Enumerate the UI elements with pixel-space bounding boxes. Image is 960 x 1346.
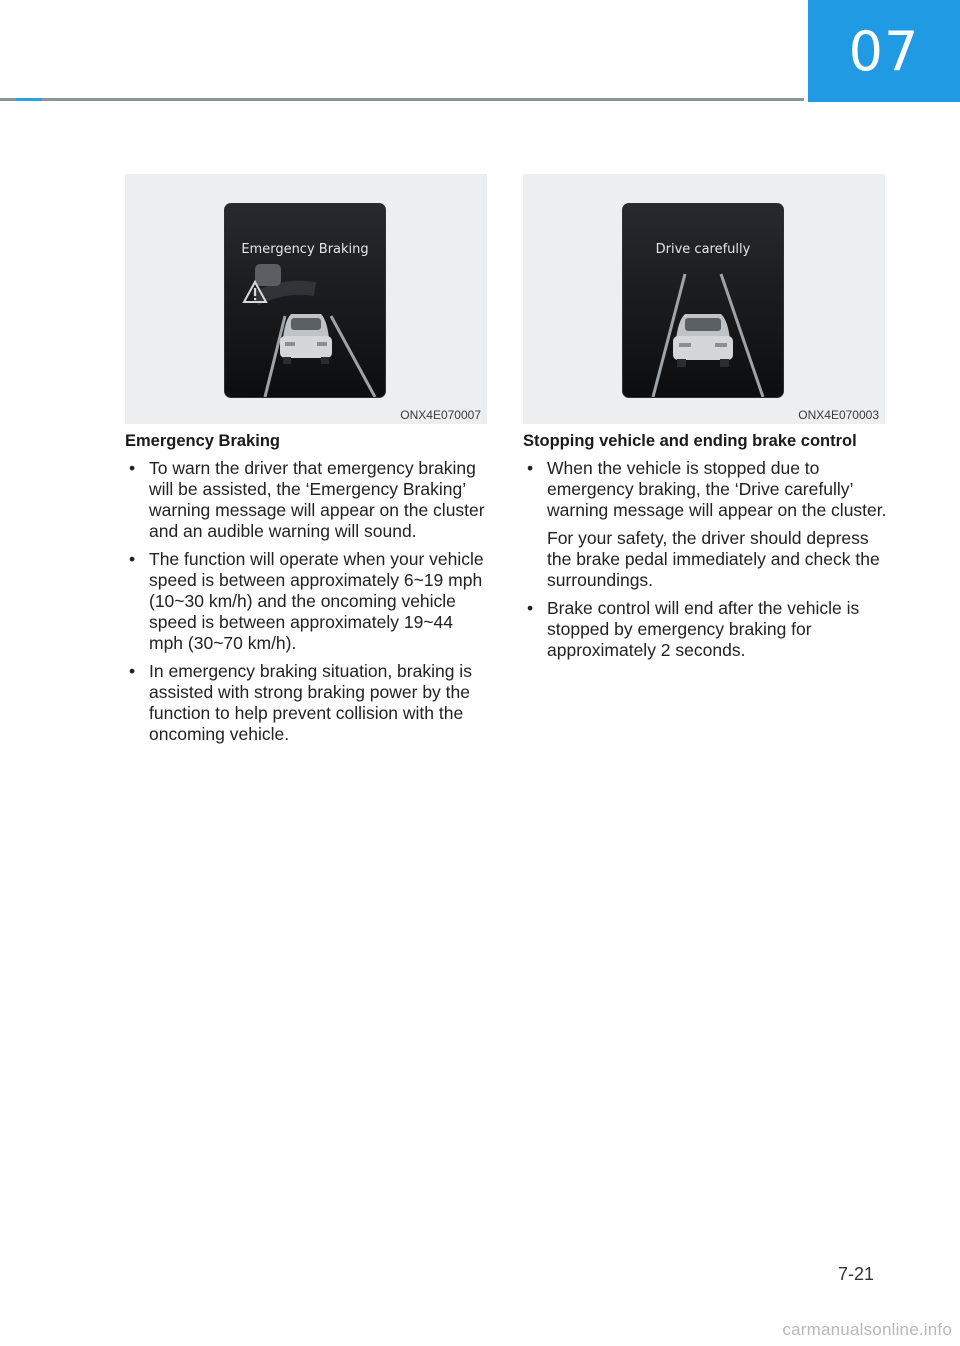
section-stopping-vehicle — [523, 430, 887, 668]
figure-drive-carefully — [523, 174, 885, 424]
cluster-message: Emergency Braking — [241, 242, 369, 257]
header-rule-accent — [16, 98, 42, 101]
bullet-text: Brake control will end after the vehicle is stopped by emergency braking for approximately 2 seconds. — [547, 598, 860, 660]
bullet-item — [125, 458, 489, 542]
figure-id: ONX4E070007 — [400, 408, 481, 422]
cluster-message: Drive carefully — [655, 242, 751, 257]
bullet-dot: • — [129, 661, 136, 681]
bullet-dot: • — [527, 458, 534, 478]
bullet-dot: • — [527, 598, 534, 618]
section-emergency-braking — [125, 430, 489, 752]
figure-emergency-braking — [125, 174, 487, 424]
cluster-scene — [225, 204, 385, 397]
figure-id: ONX4E070003 — [798, 408, 879, 422]
car-icon — [280, 314, 332, 364]
bullet-item — [523, 458, 887, 591]
bullet-dot: • — [129, 549, 136, 569]
section-title: Emergency Braking — [125, 432, 280, 450]
bullet-text: When the vehicle is stopped due to emergency braking, the ‘Drive carefully’ warning message will appear on the cluster. — [547, 458, 887, 520]
bullet-dot: • — [129, 458, 136, 478]
watermark: carmanualsonline.info — [782, 1320, 952, 1339]
bullet-item — [523, 598, 887, 661]
bullet-text: The function will operate when your vehicle speed is between approximately 6~19 mph (10~30 km/h) and the oncoming vehicle speed is between approximately 19~44 mph (30~70 km/h). — [149, 549, 484, 653]
section-title: Stopping vehicle and ending brake control — [523, 432, 857, 450]
cluster-display — [225, 204, 385, 397]
bullet-item — [125, 661, 489, 745]
chapter-tab: 07 — [808, 0, 960, 102]
page-number: 7-21 — [838, 1264, 875, 1284]
cluster-scene — [623, 204, 783, 397]
car-icon — [673, 314, 733, 367]
bullet-list — [125, 458, 489, 745]
oncoming-vehicle-icon — [255, 264, 281, 286]
bullet-text: To warn the driver that emergency braking will be assisted, the ‘Emergency Braking’ warning message will appear on the cluster and an audible warning will sound. — [149, 458, 485, 541]
bullet-list — [523, 458, 887, 661]
header-rule — [0, 98, 804, 101]
bullet-text: In emergency braking situation, braking is assisted with strong braking power by the function to help prevent collision with the oncoming vehicle. — [149, 661, 472, 744]
bullet-followup-text: For your safety, the driver should depress the brake pedal immediately and check the surroundings. — [547, 528, 880, 590]
cluster-display — [623, 204, 783, 397]
bullet-item — [125, 549, 489, 654]
